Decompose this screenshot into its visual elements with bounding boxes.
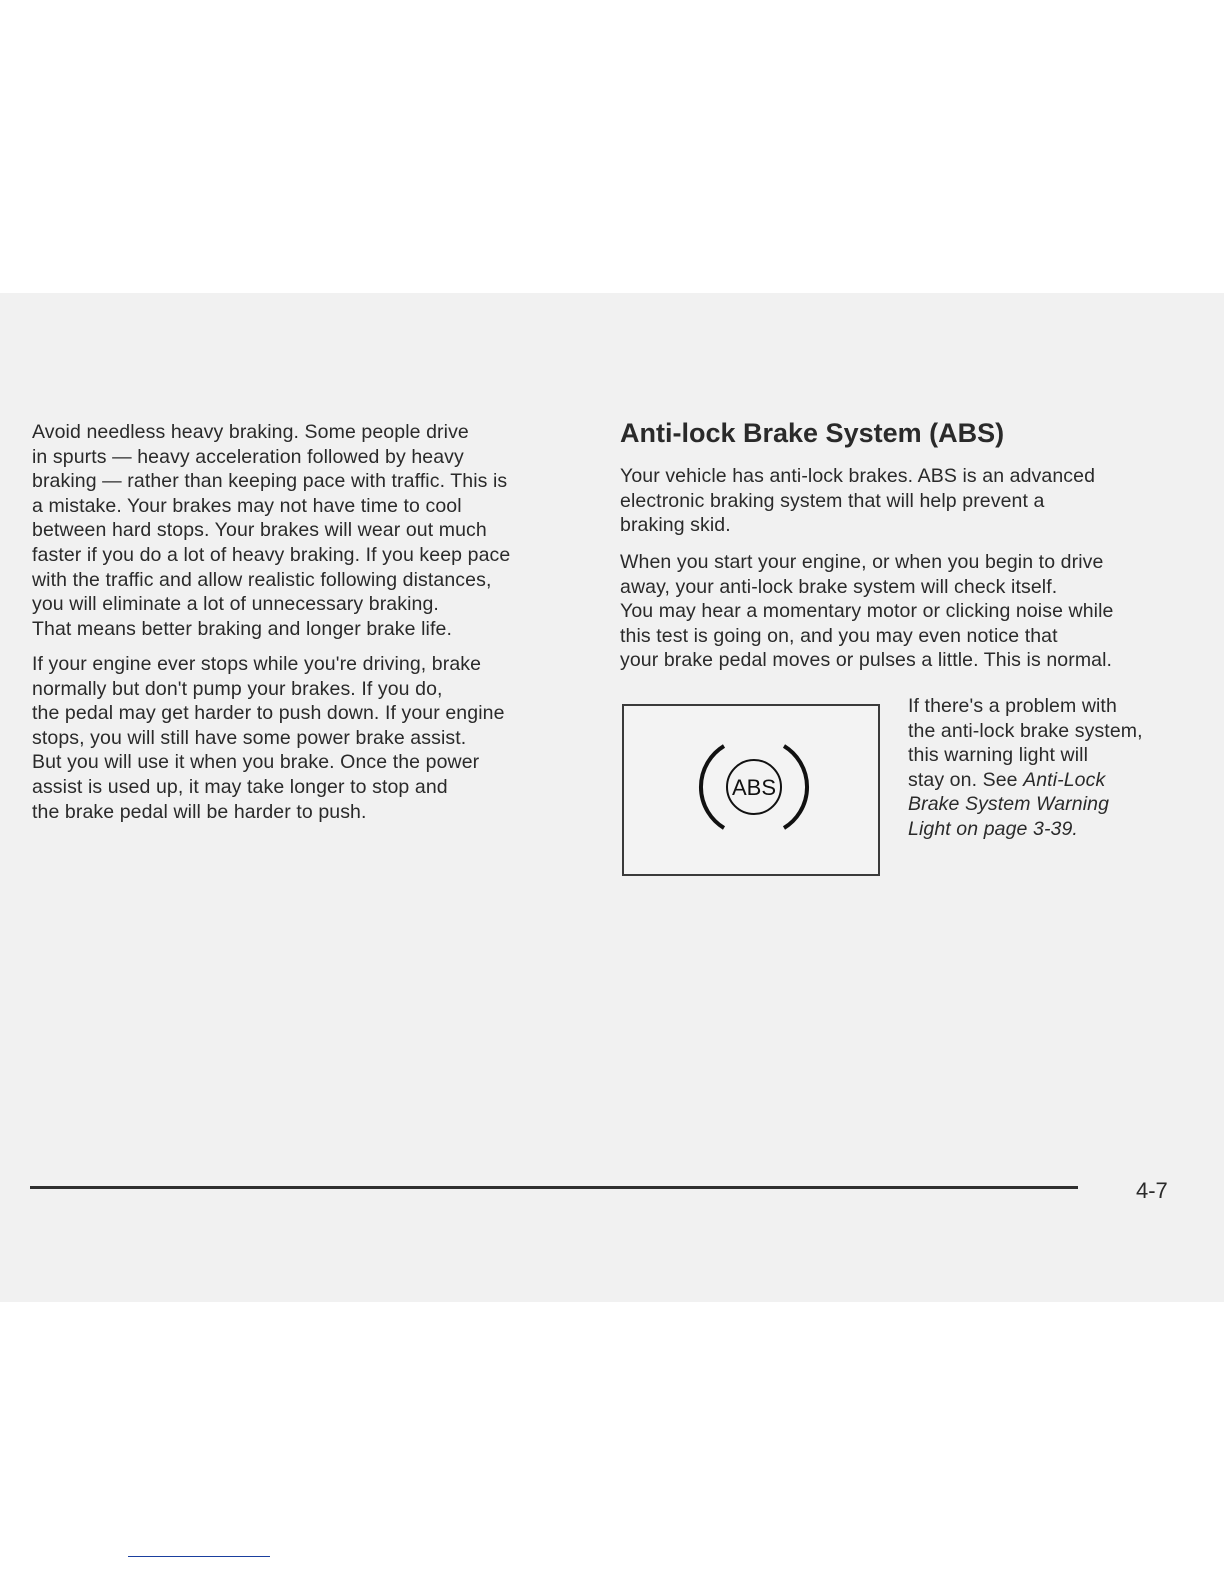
abs-warning-light-figure: [622, 704, 880, 876]
text-fragment: stay on. See: [908, 768, 1024, 791]
abs-label: ABS: [731, 775, 777, 800]
section-heading: Anti-lock Brake System (ABS): [620, 418, 1005, 448]
footer-divider: [30, 1186, 1078, 1189]
text-line: normally but don't pump your brakes. If you do,: [32, 677, 443, 700]
text-line: assist is used up, it may take longer to stop and: [32, 775, 448, 798]
cross-reference-link[interactable]: Anti-Lock: [1023, 768, 1106, 791]
right-paragraph-1: [620, 464, 1200, 538]
left-bracket-arc: [701, 746, 724, 828]
text-line: braking — rather than keeping pace with traffic. This is: [32, 470, 508, 493]
text-line: You may hear a momentary motor or clicking noise while: [620, 600, 1114, 623]
text-line: That means better braking and longer brake life.: [32, 617, 452, 640]
text-line: braking skid.: [620, 514, 731, 537]
page-number: 4-7: [1136, 1178, 1168, 1203]
text-line: in spurts — heavy acceleration followed by heavy: [32, 445, 464, 468]
cross-reference-link[interactable]: Light on page 3-39.: [908, 817, 1078, 840]
abs-warning-icon: [694, 732, 814, 842]
text-line: stops, you will still have some power brake assist.: [32, 726, 467, 749]
text-line: a mistake. Your brakes may not have time to cool: [32, 494, 462, 517]
text-line: When you start your engine, or when you begin to drive: [620, 551, 1104, 573]
text-line: faster if you do a lot of heavy braking. If you keep pace: [32, 543, 511, 566]
text-line: with the traffic and allow realistic following distances,: [32, 568, 492, 591]
bottom-divider: [128, 1556, 270, 1557]
text-line: between hard stops. Your brakes will wear out much: [32, 519, 487, 542]
text-line: electronic braking system that will help prevent a: [620, 489, 1045, 512]
text-line: this warning light will: [908, 744, 1089, 767]
right-paragraph-3: [908, 694, 1208, 842]
text-line: your brake pedal moves or pulses a little. This is normal.: [620, 649, 1113, 672]
text-line: this test is going on, and you may even notice that: [620, 624, 1058, 647]
text-line: the anti-lock brake system,: [908, 719, 1143, 742]
right-bracket-arc: [784, 746, 807, 828]
text-line: away, your anti-lock brake system will check itself.: [620, 575, 1058, 598]
text-line: But you will use it when you brake. Once the power: [32, 751, 480, 774]
text-line: Avoid needless heavy braking. Some people drive: [32, 421, 469, 443]
text-line: If your engine ever stops while you're driving, brake: [32, 653, 482, 675]
text-line: If there's a problem with: [908, 695, 1117, 717]
text-line: the pedal may get harder to push down. If your engine: [32, 702, 505, 725]
left-paragraph-1: [32, 420, 592, 641]
right-paragraph-2: [620, 550, 1200, 673]
text-line: Your vehicle has anti-lock brakes. ABS is an advanced: [620, 465, 1096, 487]
text-line: you will eliminate a lot of unnecessary braking.: [32, 593, 439, 616]
text-line: [908, 768, 1208, 793]
cross-reference-link[interactable]: Brake System Warning: [908, 793, 1110, 816]
left-paragraph-2: [32, 652, 592, 824]
text-line: the brake pedal will be harder to push.: [32, 800, 367, 823]
